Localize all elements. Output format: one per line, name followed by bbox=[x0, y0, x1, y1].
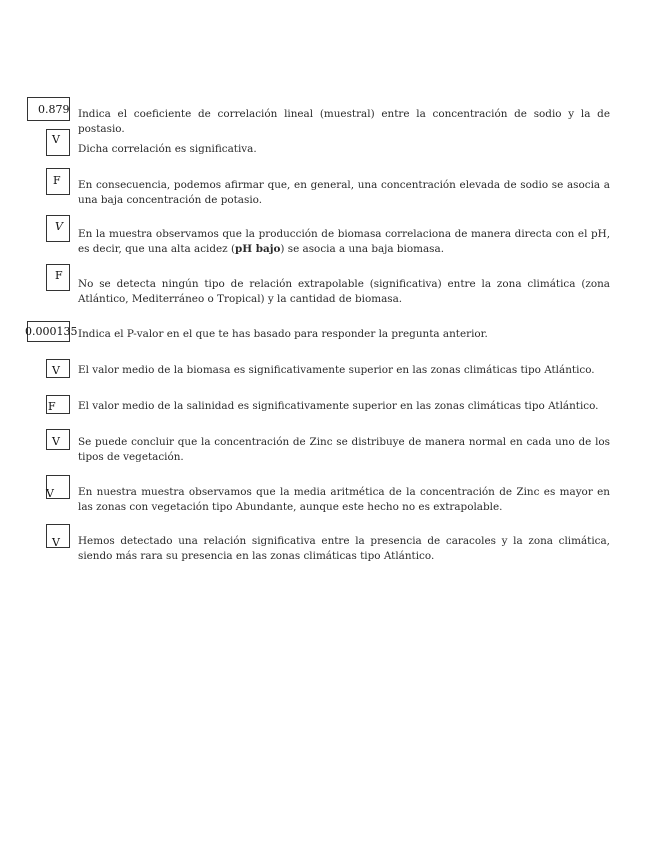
answer-box-2[interactable] bbox=[46, 129, 70, 156]
answer-box-4[interactable] bbox=[46, 215, 70, 242]
question-text-4-bold: pH bajo bbox=[235, 243, 281, 255]
question-text-5: No se detecta ningún tipo de relación extrapolable (significativa) entre la zona climática (zona Atlántico, Mediterráneo o Tropical) y la cantidad de biomasa. bbox=[78, 278, 610, 305]
question-text-2: Dicha correlación es significativa. bbox=[78, 143, 257, 155]
question-text-4-start: En la muestra observamos que la producción de biomasa correlaciona de manera directa con el pH, es decir, que una alta acidez ( bbox=[78, 228, 610, 255]
answer-value-4: V bbox=[55, 220, 63, 233]
answer-value-10: V bbox=[46, 487, 54, 500]
question-text-8: El valor medio de la salinidad es significativamente superior en las zonas climáticas tipo Atlántico. bbox=[78, 400, 599, 412]
answer-box-9[interactable] bbox=[46, 429, 70, 450]
answer-box-1[interactable] bbox=[27, 97, 70, 121]
question-text-4-end: ) se asocia a una baja biomasa. bbox=[280, 243, 445, 255]
answer-value-6: 0.000135 bbox=[25, 325, 78, 338]
question-text-7: El valor medio de la biomasa es significativamente superior en las zonas climáticas tipo Atlántico. bbox=[78, 364, 595, 376]
question-text-10: En nuestra muestra observamos que la media aritmética de la concentración de Zinc es mayor en las zonas con vegetación tipo Abundante, aunque este hecho no es extrapolable. bbox=[78, 486, 610, 513]
answer-box-11[interactable] bbox=[46, 524, 70, 548]
answer-box-5[interactable] bbox=[46, 264, 70, 291]
answer-value-8: F bbox=[48, 400, 56, 413]
question-text-1: Indica el coeficiente de correlación lineal (muestral) entre la concentración de sodio y la de postasio. bbox=[78, 108, 610, 135]
answer-box-6[interactable] bbox=[25, 321, 78, 342]
answer-value-1: 0.879 bbox=[38, 103, 70, 116]
answer-value-5: F bbox=[55, 269, 63, 282]
question-text-11: Hemos detectado una relación significativa entre la presencia de caracoles y la zona climática, siendo más rara su presencia en las zonas climáticas tipo Atlántico. bbox=[78, 535, 610, 562]
answer-box-3[interactable] bbox=[46, 168, 70, 195]
question-text-6: Indica el P-valor en el que te has basado para responder la pregunta anterior. bbox=[78, 328, 488, 340]
answer-value-11: V bbox=[52, 536, 60, 549]
answer-box-7[interactable] bbox=[46, 359, 70, 378]
answer-value-2: V bbox=[52, 133, 60, 146]
answer-value-7: V bbox=[52, 364, 60, 377]
answer-box-8[interactable] bbox=[46, 395, 70, 414]
answer-value-9: V bbox=[52, 435, 60, 448]
question-text-4 bbox=[78, 227, 610, 257]
answer-box-10[interactable] bbox=[46, 475, 70, 499]
answer-value-3: F bbox=[53, 174, 61, 187]
question-text-9: Se puede concluir que la concentración de Zinc se distribuye de manera normal en cada uno de los tipos de vegetación. bbox=[78, 436, 610, 463]
question-text-3: En consecuencia, podemos afirmar que, en general, una concentración elevada de sodio se asocia a una baja concentración de potasio. bbox=[78, 179, 610, 206]
